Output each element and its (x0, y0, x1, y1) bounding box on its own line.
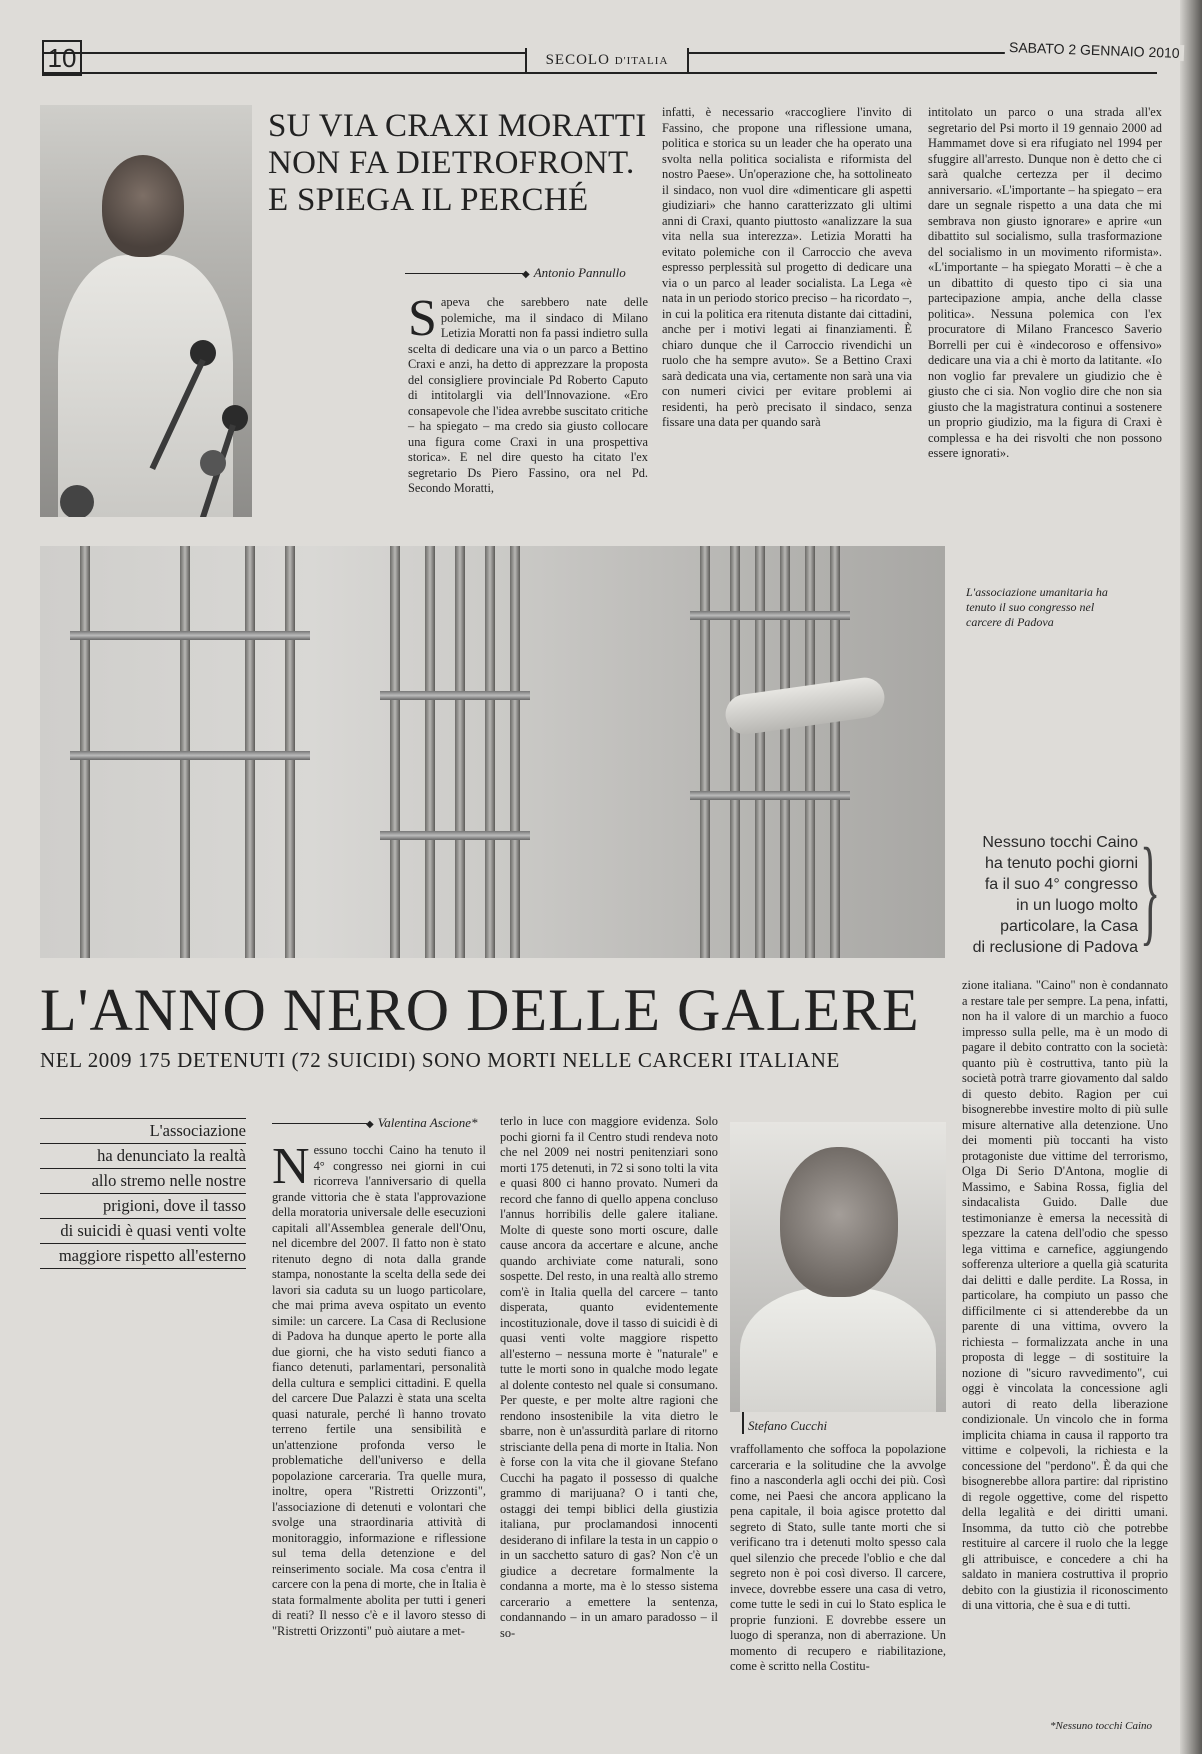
cucchi-photo (730, 1122, 946, 1412)
prison-bar (390, 546, 400, 958)
sidebar-line: L'associazione (40, 1119, 246, 1144)
article1-byline (522, 264, 626, 282)
article1-text: apeva che sarebbero nate delle polemiche, ma il sindaco di Milano Letizia Moratti non fa passi indietro sulla scelta di dedicare una via o un parco a Bettino Craxi e anzi, ha detto di apprezzare la proposta del consigliere provinciale Pd Roberto Caputo di intitolargli via dell'Innovazione. «Ero consapevole che l'idea avrebbe suscitato critiche – ha spiegato – ma credo sia giusto collocare una figura come Craxi in una prospettiva storica». E nel dire questo ha citato l'ex segretario Ds Piero Fassino, ora nel Pd. Secondo Moratti, (408, 295, 648, 495)
article1-title-line: NON FA DIETROFRONT. (268, 145, 635, 181)
prison-crossbar (690, 791, 850, 800)
prison-bars-photo (40, 546, 945, 958)
prison-crossbar (690, 611, 850, 620)
photo-figure-head (102, 155, 184, 257)
sidebar-line: ha denunciato la realtà (40, 1144, 246, 1169)
byline-author: Antonio Pannullo (533, 265, 626, 280)
caption-rule (742, 1412, 744, 1434)
prison-bar (755, 546, 765, 958)
prison-bar (730, 546, 740, 958)
prison-crossbar (70, 751, 310, 760)
moratti-photo (40, 105, 252, 517)
article1-title (268, 108, 648, 219)
brace-icon: } (1140, 823, 1161, 956)
prison-bar (485, 546, 495, 958)
byline-rule (405, 273, 523, 274)
prison-bar (425, 546, 435, 958)
photo-figure-body (740, 1287, 936, 1412)
prison-bar (805, 546, 815, 958)
dropcap: S (408, 290, 437, 347)
article2-column-3: vraffollamento che soffoca la popolazione carceraria e la solitudine che la avvolge fino a nasconderla agli occhi dei più. Così come, nei Paesi che ancora applicano la pena capitale, il boia agisce protetto dal segreto di Stato, sulle tante morti che si verificano tra i detenuti molto spesso cala quel silenzio che precede l'oblio e che dal segreto non è poi così diverso. Il carcere, invece, dovrebbe essere una casa di vetro, come tutte le sedi in cui lo Stato esplica le proprie funzioni. E dovrebbe essere un luogo di speranza, non di aberrazione. Un momento di recupero e riabilitazione, come è scritto nella Costitu- (730, 1442, 946, 1673)
sidebar-line: maggiore rispetto all'esterno (40, 1244, 246, 1269)
pullquote (948, 832, 1138, 958)
prison-photo-caption: L'associazione umanitaria ha tenuto il suo congresso nel carcere di Padova (966, 585, 1108, 629)
dropcap: N (272, 1143, 310, 1195)
masthead-subtitle: D'ITALIA (614, 55, 669, 67)
footnote: *Nessuno tocchi Caino (1050, 1720, 1153, 1732)
article1-title-line: E SPIEGA IL PERCHÉ (268, 182, 589, 218)
pullquote-line: particolare, la Casa (1000, 918, 1138, 935)
pullquote-line: Nessuno tocchi Caino (982, 834, 1138, 851)
byline-rule (272, 1123, 367, 1124)
pullquote-line: fa il suo 4° congresso (984, 876, 1138, 893)
article2-column-1 (272, 1143, 486, 1745)
article2-column-4: zione italiana. "Caino" non è condannato a restare tale per sempre. La pena, infatti, non ha il valore di un marchio a fuoco impresso sulla pelle, ma è un modo di pagare il debito contratto con la società: quanto più è costruttiva, tanto più la società potrà trarre giovamento dal saldo di questo debito. Ragion per cui bisognerebbe investire molto di più sulle misure alternative alla detenzione. Uno dei momenti più toccanti ha visto protagoniste due vittime del terrorismo, Olga Di Serio D'Antona, moglie di Massimo, e Sabina Rossa, figlia del sindacalista Guido. Dalle due testimonianze è emersa la necessità di spezzare la catena dell'odio che spesso lega vittima e carnefice, aggiungendo sofferenza ulteriore a quella già scaturita dai delitti e dalle perdite. La Rossa, in particolare, ha compiuto un passo che difficilmente ci si attenderebbe da un parente di una vittima, ovvero la richiesta – formalizzata anche in una proposta di legge – di sostituire la nozione di "sicuro ravvedimento", cui oggi è vincolata la concessione agli autori di reato della liberazione condizionale. Un vincolo che in forma implicita chiama in causa il rapporto tra vittime e colpevoli, la richiesta e la concessione del "perdono". È da qui che bisognerebbe allora partire: dal ripristino di regole oggettive, come del rispetto della legalità e dei diritti umani. Insomma, da tutto ciò che potrebbe restituire al carcere il ruolo che la legge gli attribuisce, e concedere a chi ha saldato in maniera costruttiva il proprio debito con la giustizia il riconoscimento di una vittoria, che è sua e di tutti. (962, 978, 1168, 1612)
microphone-icon (60, 485, 94, 517)
article1-title-line: SU VIA CRAXI MORATTI (268, 108, 647, 144)
article1-column-2: infatti, è necessario «raccogliere l'invito di Fassino, che propone una riflessione umana, politica e storica su un leader che ha operato una svolta nella politica socialista e riformista del nostro Paese». Un'operazione che, ha sottolineato il sindaco, non vuol dire «dimenticare gli aspetti giudiziari» che hanno caratterizzato gli ultimi anni di Craxi, quanto piuttosto «analizzare la sua vita nella sua interezza». Letizia Moratti ha evitato polemiche con il Carroccio che aveva espresso perplessità sul progetto di dedicare una via o un parco al leader socialista. La Lega «è nata in un periodo storico preciso – ha ricordato –, in cui la politica era ritenuta distante dai cittadini, anche per i motivi legati ai finanziamenti. È chiaro dunque che il Carroccio rivendichi un ruolo che ha sempre avuto». Se a Bettino Craxi sarà dedicata una via, certamente non sarà una via con numeri civici per evitare problemi ai residenti, ha però precisato il sindaco, senza fissare una data per quando sarà (662, 105, 912, 429)
microphone-icon (200, 450, 226, 476)
dateline: SABATO 2 GENNAIO 2010 (1005, 39, 1184, 61)
sidebar-line: allo stremo nelle nostre (40, 1169, 246, 1194)
cucchi-photo-caption: Stefano Cucchi (748, 1418, 828, 1433)
pullquote-line: di reclusione di Padova (972, 939, 1138, 956)
prison-crossbar (380, 831, 530, 840)
article2-column-2: terlo in luce con maggiore evidenza. Solo pochi giorni fa il Centro studi rendeva noto che nel 2009 nei nostri penitenziari sono morti 175 detenuti, in 72 si sono tolti la vita e quasi 800 ci hanno provato. Numeri da record che fanno di quello appena concluso l'annus horribilis delle galere italiane. Molte di queste sono morti oscure, dalle cause ancora da accertare e alcune, anche quando archiviate come naturali, sono sospette. Del resto, in una realtà allo stremo com'è in Italia quella del carcere – tanto disperata, quanto evidentemente incostituzionale, dove il tasso di suicidi è di quasi venti volte maggiore rispetto all'esterno – nessuna morte è "naturale" e tutte le morti sono in qualche modo legate al dolente contesto nel quale si consumano. Per queste, e per molte altre ragioni che rendono insostenibile la vita dietro le sbarre, non è un'assurdità parlare di ritorno strisciante della pena di morte in Italia. Non è forse con la vita che il giovane Stefano Cucchi ha pagato il possesso di qualche grammo di marijuana? O i tanti che, ostaggi dei tempi biblici della giustizia italiana, pur proclamandosi innocenti desiderano di infilare la testa in un cappio o in un sacchetto saturo di gas? Non c'è un giudice a decretare formalmente la condanna a morte, ma è lo stesso sistema carcerario a emettere la sentenza, condannando – in un amaro paradosso – il so- (500, 1114, 718, 1640)
article2-text: essuno tocchi Caino ha tenuto il 4° congresso nei giorni in cui ricorreva l'anniversario di quella grande vittoria che è stata l'approvazione della moratoria universale delle esecuzioni capitali all'Assemblea generale dell'Onu, nel dicembre del 2007. Il fatto non è stato ritenuto degno di nota dalla grande stampa, nonostante la scelta della sede dei lavori sia caduta su un luogo particolare, che mai prima aveva ospitato un evento simile: un carcere. La Casa di Reclusione di Padova ha dunque aperto le porte alla due giorni, che ha visto seduti fianco a fianco detenuti, parlamentari, personalità della cultura e semplici cittadini. E quella del carcere Due Palazzi è stata una scelta quasi naturale, perché lì hanno trovato terreno fertile una sensibilità e un'attenzione profonda verso le problematiche dell'universo e della popolazione carceraria. Tra quelle mura, inoltre, opera "Ristretti Orizzonti", l'associazione di detenuti e volontari che svolge una straordinaria attività di monitoraggio, informazione e riflessione sul tema della detenzione e del reinserimento sociale. Ma cosa c'entra il carcere con la pena di morte, che in Italia è stata formalmente abolita per tutti i generi di reati? Il nesso c'è e il lavoro stesso di "Ristretti Orizzonti" può aiutare a met- (272, 1143, 486, 1638)
prison-bar (700, 546, 710, 958)
page-number: 10 (42, 40, 82, 76)
sidebar-line: di suicidi è quasi venti volte (40, 1219, 246, 1244)
byline-author: Valentina Ascione* (377, 1115, 478, 1130)
prison-bar (455, 546, 465, 958)
masthead-title: SECOLO (545, 52, 610, 68)
pullquote-line: ha tenuto pochi giorni (985, 855, 1138, 872)
prison-crossbar (380, 691, 530, 700)
page-edge-shadow (1180, 0, 1202, 1754)
masthead (525, 48, 689, 72)
header-rule-bottom (42, 72, 1157, 74)
photo-figure-head (780, 1147, 898, 1297)
prison-bar (510, 546, 520, 958)
sidebar-quote (40, 1118, 246, 1269)
prison-bar (830, 546, 840, 958)
diamond-icon: ◆ (366, 1119, 374, 1130)
article2-byline (366, 1114, 477, 1132)
prison-bar (780, 546, 790, 958)
article2-subtitle: NEL 2009 175 DETENUTI (72 SUICIDI) SONO MORTI NELLE CARCERI ITALIANE (40, 1048, 840, 1072)
article1-column-3: intitolato un parco o una strada all'ex segretario del Psi morto il 19 gennaio 2000 ad Hammamet dove si era rifugiato nel 1994 per sfuggire all'arresto. Dunque non è detto che ci sarà qualche certezza per il decimo anniversario. «L'importante – ha spiegato – era dare un segnale rispetto a una data che mi sembrava non giusto ignorare» e aprire «un dibattito sul socialismo, sulla trasformazione del socialismo in un movimento riformista». «L'importante – ha spiegato Moratti – è che a un dibattito di questo tipo ci sia una partecipazione ampia, anche della classe politica». Nessuna polemica con l'ex procuratore di Milano Francesco Saverio Borrelli per cui è «indecoroso e offensivo» dedicare una via a chi è morto da latitante. «Io non voglio far prevalere un giudizio che è giusto che ci sia. Non voglio dire che non sia giusto che la magistratura continui a sostenere un proprio giudizio, ma la figura di Craxi è complessa e ha dei risvolti che non possono essere ignorati». (928, 105, 1162, 460)
sidebar-line: prigioni, dove il tasso (40, 1194, 246, 1219)
article2-title: L'ANNO NERO DELLE GALERE (40, 977, 920, 1043)
photo-figure-body (58, 255, 233, 517)
pullquote-line: in un luogo molto (1016, 897, 1138, 914)
diamond-icon: ◆ (522, 269, 530, 280)
article1-column-1 (408, 290, 648, 515)
prison-crossbar (70, 631, 310, 640)
